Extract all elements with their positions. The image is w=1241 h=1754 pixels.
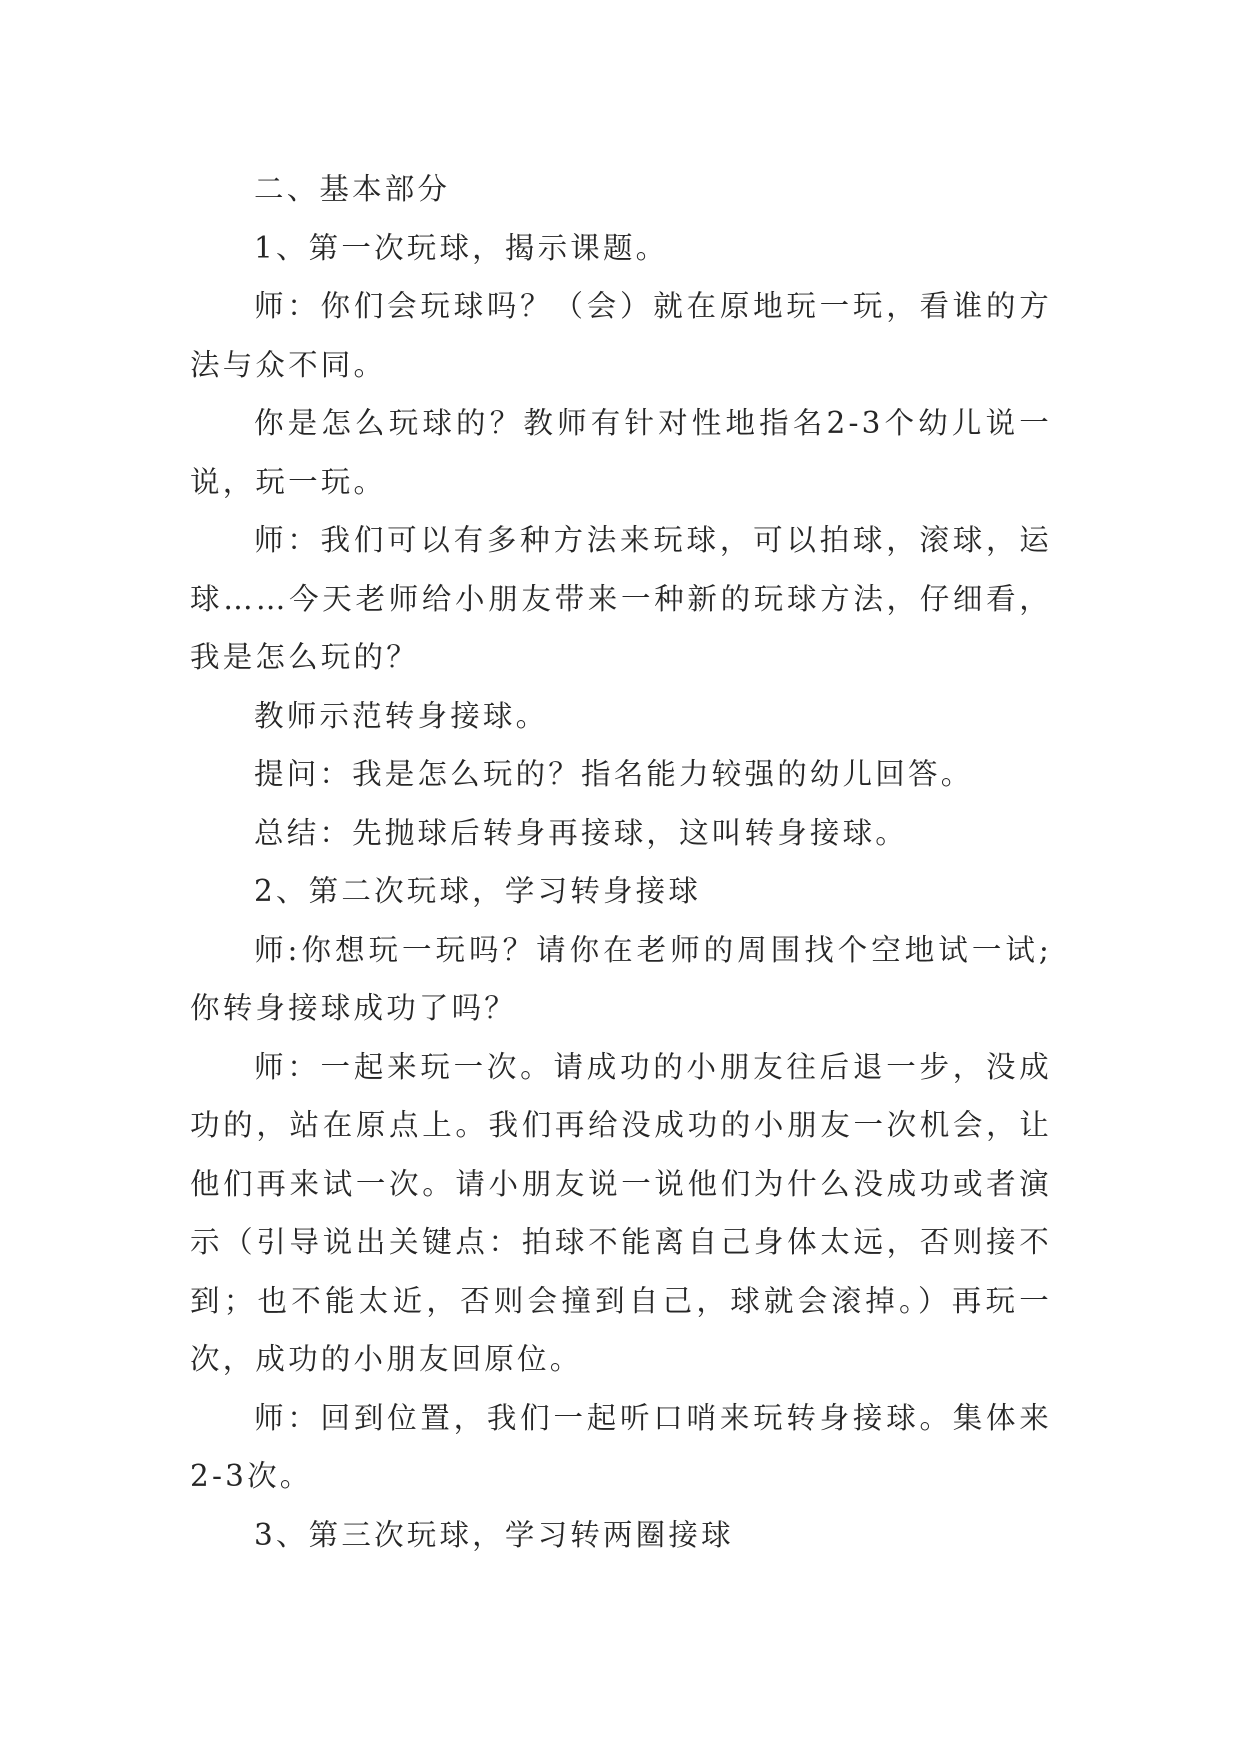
document-body — [190, 160, 1052, 1564]
paragraph: 师：我们可以有多种方法来玩球，可以拍球，滚球，运球……今天老师给小朋友带来一种新的玩球方法，仔细看，我是怎么玩的？ — [190, 523, 1052, 674]
paragraph: 师：你们会玩球吗？（会）就在原地玩一玩，看谁的方法与众不同。 — [190, 289, 1052, 382]
paragraph: 教师示范转身接球。 — [254, 698, 549, 733]
paragraph: 提问：我是怎么玩的？指名能力较强的幼儿回答。 — [254, 757, 974, 791]
paragraph: 师：回到位置，我们一起听口哨来玩转身接球。集体来2-3次。 — [190, 1400, 1052, 1493]
paragraph: 你是怎么玩球的？教师有针对性地指名2-3个幼儿说一说，玩一玩。 — [190, 406, 1052, 499]
step-heading: 1、第一次玩球，揭示课题。 — [254, 230, 669, 265]
paragraph: 总结：先抛球后转身再接球，这叫转身接球。 — [254, 815, 909, 850]
paragraph: 师：一起来玩一次。请成功的小朋友往后退一步，没成功的，站在原点上。我们再给没成功的小朋友一次机会，让他们再来试一次。请小朋友说一说他们为什么没成功或者演示（引导说出关键点：拍球不能离自己身体太远，否则接不到；也不能太近，否则会撞到自己，球就会滚掉。）再玩一次，成功的小朋友回原位。 — [190, 1049, 1052, 1376]
step-heading: 3、第三次玩球，学习转两圈接球 — [254, 1517, 734, 1552]
step-heading: 2、第二次玩球，学习转身接球 — [254, 874, 702, 908]
section-heading: 二、基本部分 — [254, 172, 451, 206]
paragraph: 师:你想玩一玩吗？请你在老师的周围找个空地试一试;你转身接球成功了吗？ — [190, 932, 1052, 1025]
